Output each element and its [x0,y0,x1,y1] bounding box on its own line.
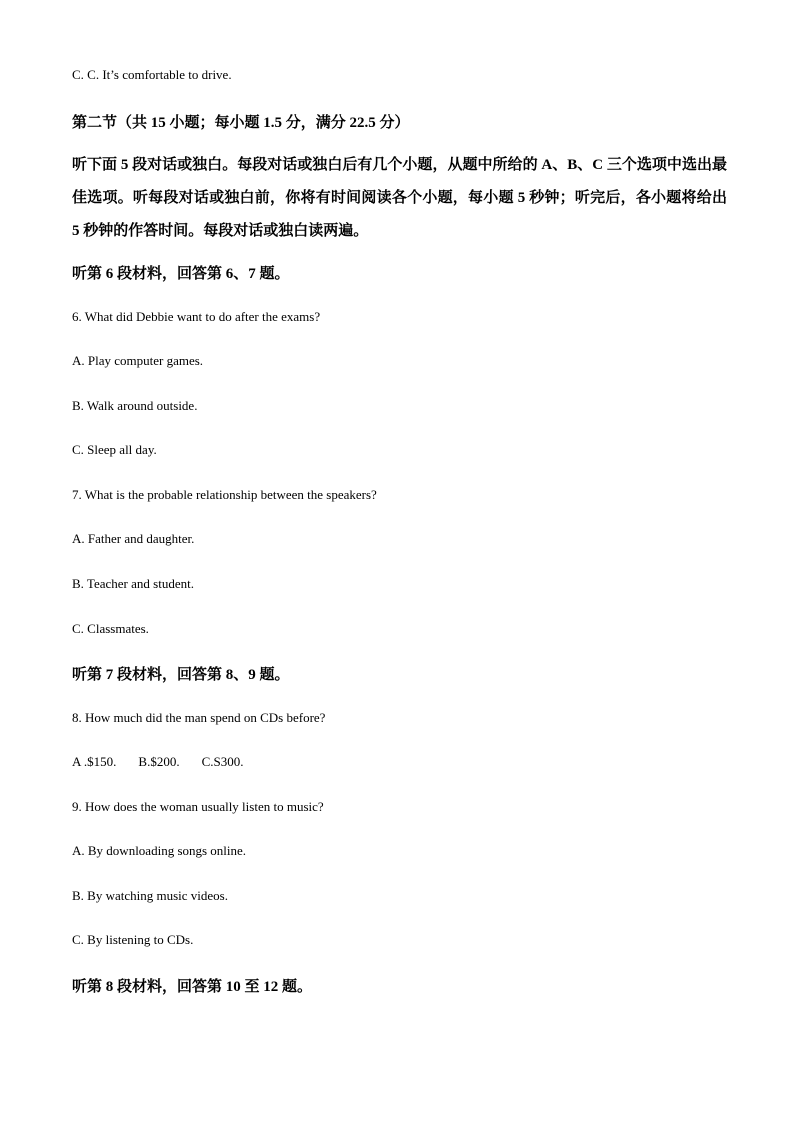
question-8-options [72,754,244,770]
question-8-option-a: A .$150. [72,754,117,769]
question-8: 8. How much did the man spend on CDs before? [72,710,326,725]
material7-heading: 听第 7 段材料，回答第 8、9 题。 [72,667,290,683]
section2-instructions: 听下面 5 段对话或独白。每段对话或独白后有几个小题，从题中所给的 A、B、C 三个选项中选出最佳选项。听每段对话或独白前，你将有时间阅读各个小题，每小题 5 秒钟；听完后，各小题将给出 5 秒钟的作答时间。每段对话或独白读两遍。 [72,157,727,239]
section2-heading: 第二节（共 15 小题；每小题 1.5 分，满分 22.5 分） [72,115,410,131]
question-5-option-c: C. C. It’s comfortable to drive. [72,67,232,82]
question-7: 7. What is the probable relationship between the speakers? [72,487,377,502]
question-9-option-c: C. By listening to CDs. [72,932,194,947]
question-7-option-a: A. Father and daughter. [72,531,195,546]
question-6-option-c: C. Sleep all day. [72,442,157,457]
question-8-option-c: C.S300. [201,754,244,769]
question-9: 9. How does the woman usually listen to music? [72,799,324,814]
material6-heading: 听第 6 段材料，回答第 6、7 题。 [72,266,290,282]
material8-heading: 听第 8 段材料，回答第 10 至 12 题。 [72,979,313,995]
question-6-option-b: B. Walk around outside. [72,398,198,413]
question-8-option-b: B.$200. [138,754,180,769]
question-9-option-b: B. By watching music videos. [72,888,228,903]
question-7-option-c: C. Classmates. [72,621,149,636]
question-6-option-a: A. Play computer games. [72,353,204,368]
question-6: 6. What did Debbie want to do after the exams? [72,309,321,324]
question-7-option-b: B. Teacher and student. [72,576,194,591]
question-9-option-a: A. By downloading songs online. [72,843,247,858]
